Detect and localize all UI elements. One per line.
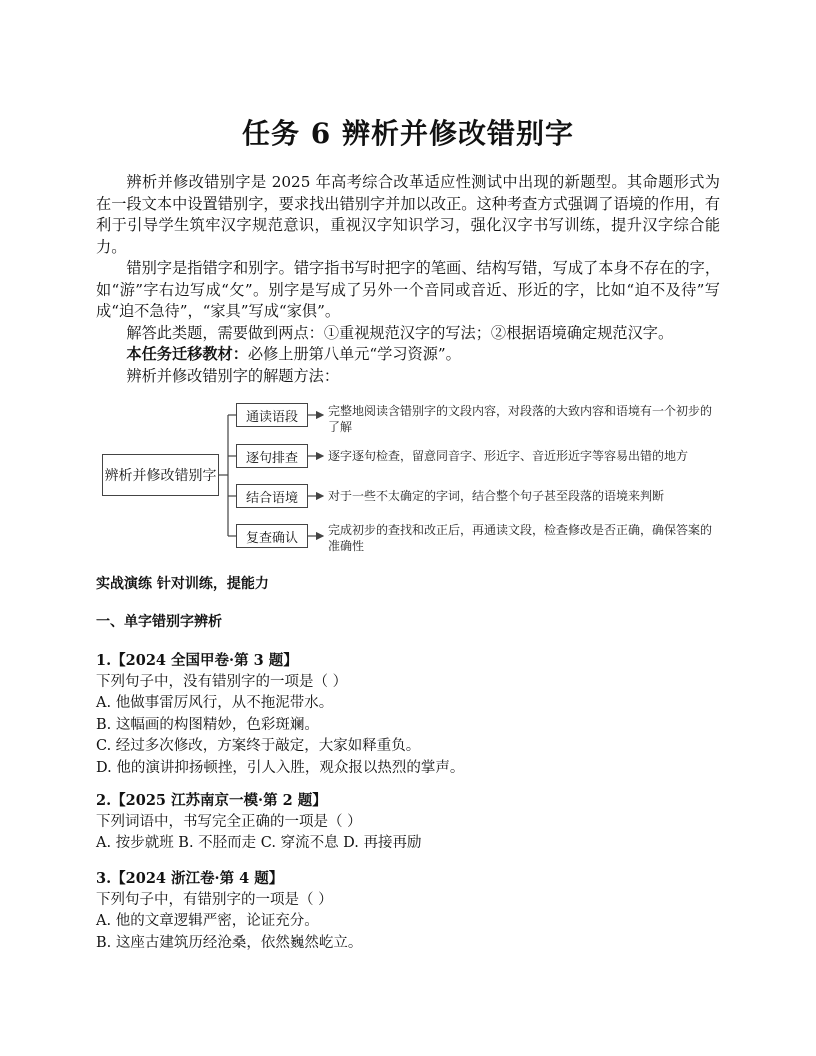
diagram-step-context: 结合语境	[236, 484, 308, 508]
section-heading: 一、单字错别字辨析	[96, 614, 222, 630]
textbook-reference: 必修上册第八单元“学习资源”。	[247, 345, 461, 363]
practice-heading-block	[96, 574, 720, 596]
question-2	[96, 790, 720, 855]
diagram-step-read: 通读语段	[236, 403, 308, 427]
question-heading: 2.【2025 江苏南京一模·第 2 题】	[96, 792, 327, 809]
intro-text	[96, 172, 720, 387]
question-stem: 下列句子中，没有错别字的一项是（ ）	[96, 673, 348, 690]
diagram-step-confirm: 复查确认	[236, 524, 308, 548]
intro-paragraph: 错别字是指错字和别字。错字指书写时把字的笔画、结构写错，写成了本身不存在的字，如“游”字右边写成“攵”。别字是写成了另外一个音同或音近、形近的字，比如“迫不及待”写成“迫不急待”，“家具”写成“家俱”。	[96, 259, 720, 320]
intro-paragraph: 解答此类题，需要做到两点：①重视规范汉字的写法；②根据语境确定规范汉字。	[126, 323, 674, 342]
practice-heading: 实战演练 针对训练，提能力	[96, 576, 269, 592]
question-option: D. 他的演讲抑扬顿挫，引人入胜，观众报以热烈的掌声。	[96, 759, 465, 776]
diagram-step-description: 完成初步的查找和改正后，再通读文段，检查修改是否正确，确保答案的准确性	[328, 523, 713, 553]
question-option: C. 经过多次修改，方案终于敲定，大家如释重负。	[96, 738, 421, 754]
question-stem: 下列句子中，有错别字的一项是（ ）	[96, 891, 333, 908]
diagram-root-box: 辨析并修改错别字	[102, 454, 219, 496]
method-diagram	[96, 400, 720, 552]
question-option: A. 他做事雷厉风行，从不拖泥带水。	[96, 695, 334, 711]
question-heading: 1.【2024 全国甲卷·第 3 题】	[96, 652, 298, 669]
question-option: A. 按步就班 B. 不胫而走 C. 穿流不息 D. 再接再励	[96, 835, 422, 851]
question-option: B. 这幅画的构图精妙，色彩斑斓。	[96, 716, 319, 733]
question-stem: 下列词语中，书写完全正确的一项是（ ）	[96, 813, 362, 830]
diagram-step-description: 完整地阅读含错别字的文段内容，对段落的大致内容和语境有一个初步的了解	[328, 404, 713, 434]
page-title: 任务 6 辨析并修改错别字	[242, 117, 574, 150]
intro-paragraph	[96, 344, 720, 366]
diagram-step-description: 逐字逐句检查，留意同音字、形近字、音近形近字等容易出错的地方	[328, 449, 689, 463]
diagram-step-check: 逐句排查	[236, 444, 308, 468]
textbook-label: 本任务迁移教材：	[126, 345, 248, 363]
intro-paragraph: 辨析并修改错别字是 2025 年高考综合改革适应性测试中出现的新题型。其命题形式为在一段文本中设置错别字，要求找出错别字并加以改正。这种考查方式强调了语境的作用，有利于引导学生筑牢汉字规范意识，重视汉字知识学习，强化汉字书写训练，提升汉字综合能力。	[96, 173, 720, 256]
question-1	[96, 650, 720, 779]
diagram-step-description: 对于一些不太确定的字词，结合整个句子甚至段落的语境来判断	[328, 489, 665, 503]
section-heading-block	[96, 612, 720, 634]
question-3	[96, 868, 720, 954]
intro-paragraph: 辨析并修改错别字的解题方法：	[126, 366, 340, 385]
question-option: B. 这座古建筑历经沧桑，依然巍然屹立。	[96, 934, 363, 951]
question-option: A. 他的文章逻辑严密，论证充分。	[96, 913, 319, 929]
question-heading: 3.【2024 浙江卷·第 4 题】	[96, 870, 284, 887]
